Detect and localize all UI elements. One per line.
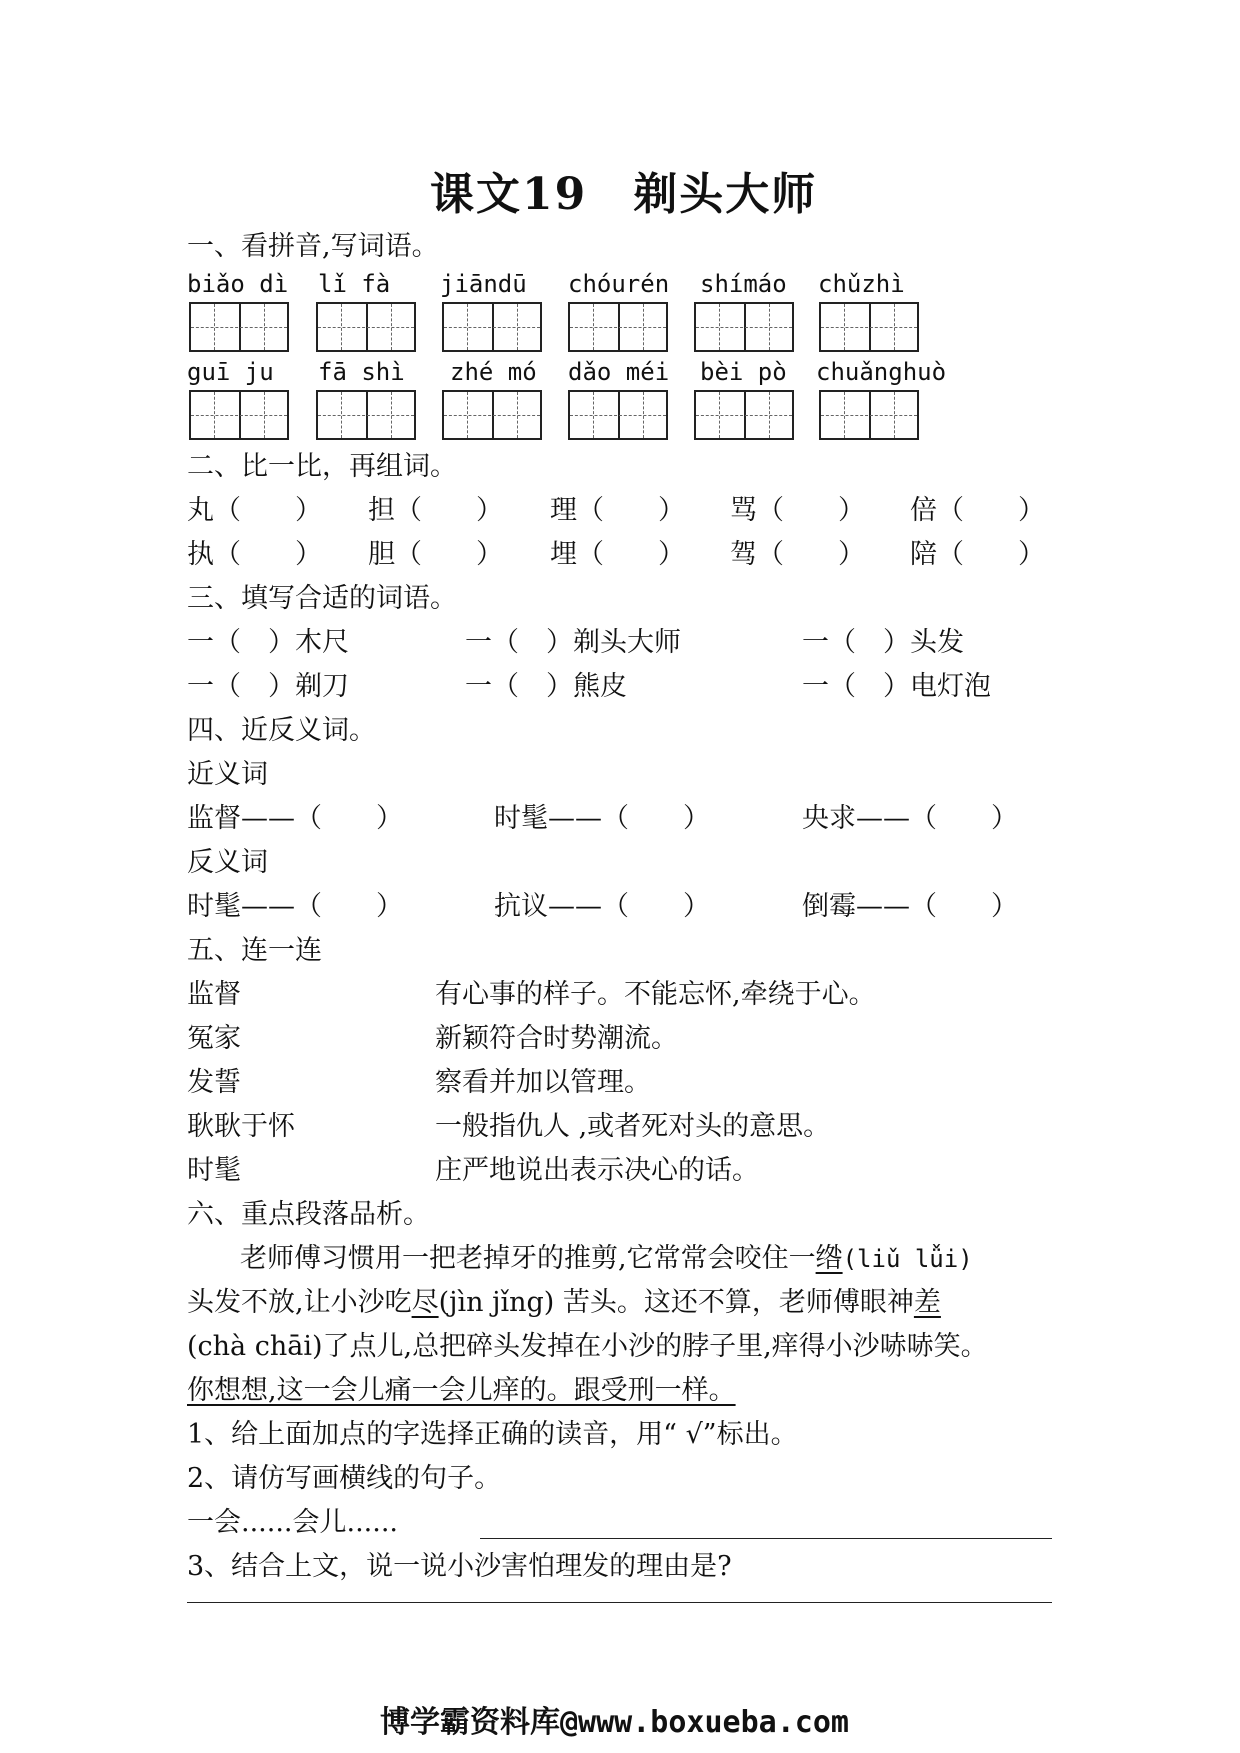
pinyin-label: shímáo (700, 270, 787, 298)
fill-item: 一（ ）剃刀 (187, 671, 349, 702)
answer-line[interactable] (480, 1538, 1052, 1539)
question-1: 1、给上面加点的字选择正确的读音，用“ √”标出。 (187, 1419, 798, 1450)
match-left-item[interactable]: 时髦 (187, 1155, 241, 1186)
match-left-item[interactable]: 冤家 (187, 1023, 241, 1054)
compare-item: 胆（ ） (368, 539, 503, 570)
writing-grid[interactable] (442, 302, 542, 352)
pinyin-label: zhé mó (450, 358, 537, 386)
writing-grid[interactable] (442, 390, 542, 440)
pinyin-label: biǎo dì (187, 270, 289, 298)
synonym-item: 央求——（ ） (802, 803, 1018, 834)
synonym-item: 时髦——（ ） (494, 803, 710, 834)
match-right-item[interactable]: 庄严地说出表示决心的话。 (435, 1155, 759, 1186)
passage-text: 老师傅习惯用一把老掉牙的推剪,它常常会咬住一 (240, 1243, 816, 1274)
section-6-heading: 六、重点段落品析。 (187, 1199, 430, 1230)
question-3: 3、结合上文，说一说小沙害怕理发的理由是? (187, 1551, 732, 1582)
pinyin-label: chuǎnghuò (816, 358, 947, 386)
pinyin-label: chǔzhì (818, 270, 905, 298)
passage-text[interactable]: (jìn jǐng) 苦头。这还不算，老师傅眼神 (438, 1287, 914, 1318)
passage-line-2 (187, 1280, 941, 1319)
page-title: 课文19 剃头大师 (430, 169, 818, 220)
fill-item: 一（ ）熊皮 (465, 671, 627, 702)
writing-grid[interactable] (189, 302, 289, 352)
section-2-heading: 二、比一比，再组词。 (187, 451, 457, 482)
compare-item: 倍（ ） (910, 495, 1045, 526)
writing-grid[interactable] (819, 390, 919, 440)
imitation-prompt: 一会......会儿...... (187, 1507, 398, 1538)
compare-item: 驾（ ） (730, 539, 865, 570)
compare-item: 担（ ） (368, 495, 503, 526)
writing-grid[interactable] (316, 390, 416, 440)
pinyin-label: jiāndū (440, 270, 527, 298)
fill-item: 一（ ）剃头大师 (465, 627, 681, 658)
answer-line[interactable] (187, 1602, 1052, 1603)
writing-grid[interactable] (568, 390, 668, 440)
writing-grid[interactable] (316, 302, 416, 352)
section-4-heading: 四、近反义词。 (187, 715, 376, 746)
antonym-item: 时髦——（ ） (187, 891, 403, 922)
section-1-heading: 一、看拼音,写词语。 (187, 231, 439, 262)
writing-grid[interactable] (568, 302, 668, 352)
passage-line-1 (240, 1236, 973, 1275)
reading-options[interactable]: (liǔ lǚi) (842, 1245, 973, 1273)
writing-grid[interactable] (694, 390, 794, 440)
fill-item: 一（ ）头发 (802, 627, 964, 658)
footer-watermark: 博学霸资料库@www.boxueba.com (380, 1705, 849, 1740)
compare-item: 理（ ） (550, 495, 685, 526)
match-left-item[interactable]: 发誓 (187, 1067, 241, 1098)
synonym-item: 监督——（ ） (187, 803, 403, 834)
match-right-item[interactable]: 新颖符合时势潮流。 (435, 1023, 678, 1054)
compare-item: 丸（ ） (187, 495, 322, 526)
pinyin-label: bèi pò (700, 358, 787, 386)
writing-grid[interactable] (189, 390, 289, 440)
section-3-heading: 三、填写合适的词语。 (187, 583, 457, 614)
compare-item: 骂（ ） (730, 495, 865, 526)
compare-item: 陪（ ） (910, 539, 1045, 570)
writing-grid[interactable] (819, 302, 919, 352)
antonym-label: 反义词 (187, 847, 268, 878)
dotted-char: 尽 (411, 1287, 439, 1318)
pinyin-label: lǐ fà (318, 270, 391, 298)
pinyin-label: fā shì (318, 358, 405, 386)
match-right-item[interactable]: 有心事的样子。不能忘怀,牵绕于心。 (435, 979, 876, 1010)
compare-item: 执（ ） (187, 539, 322, 570)
underlined-sentence: 你想想,这一会儿痛一会儿痒的。跟受刑一样。 (187, 1375, 736, 1406)
passage-text: 头发不放,让小沙吃 (187, 1287, 412, 1318)
antonym-item: 倒霉——（ ） (802, 891, 1018, 922)
writing-grid[interactable] (694, 302, 794, 352)
dotted-char: 绺 (815, 1243, 843, 1274)
passage-line-3: (chà chāi)了点儿,总把碎头发掉在小沙的脖子里,痒得小沙哧哧笑。 (187, 1331, 988, 1362)
synonym-label: 近义词 (187, 759, 268, 790)
question-2: 2、请仿写画横线的句子。 (187, 1463, 502, 1494)
pinyin-label: chóurén (568, 270, 670, 298)
compare-item: 埋（ ） (550, 539, 685, 570)
match-right-item[interactable]: 一般指仇人 ,或者死对头的意思。 (435, 1111, 831, 1142)
fill-item: 一（ ）电灯泡 (802, 671, 991, 702)
antonym-item: 抗议——（ ） (494, 891, 710, 922)
pinyin-label: dǎo méi (568, 358, 670, 386)
dotted-char: 差 (913, 1287, 941, 1318)
pinyin-label: guī ju (187, 358, 274, 386)
fill-item: 一（ ）木尺 (187, 627, 349, 658)
section-5-heading: 五、连一连 (187, 935, 322, 966)
match-left-item[interactable]: 耿耿于怀 (187, 1111, 295, 1142)
match-right-item[interactable]: 察看并加以管理。 (435, 1067, 651, 1098)
match-left-item[interactable]: 监督 (187, 979, 241, 1010)
